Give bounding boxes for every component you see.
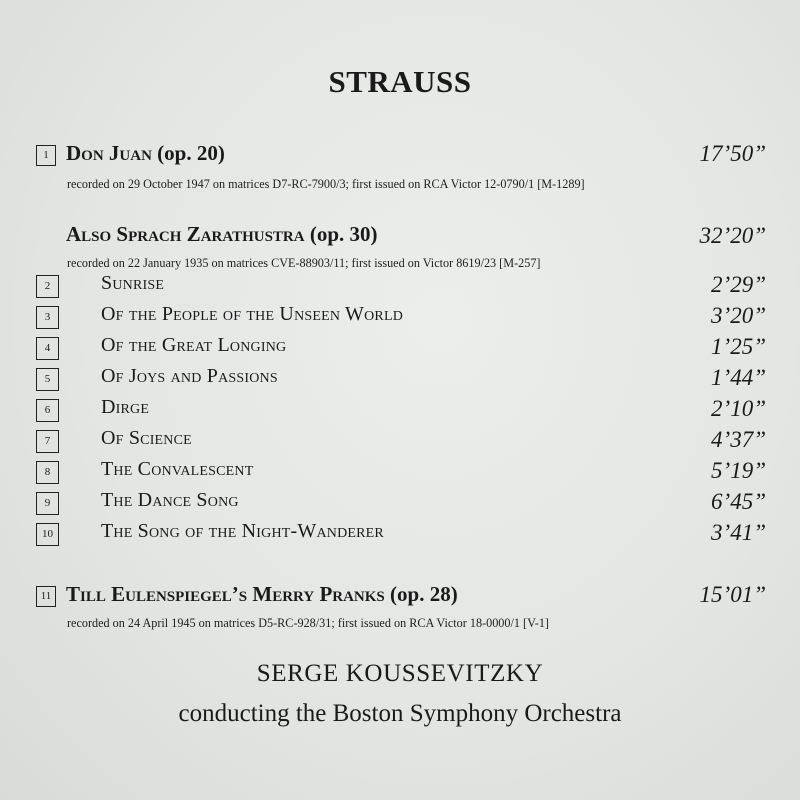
track-number-box: 2 bbox=[36, 275, 59, 298]
track-number-box: 10 bbox=[36, 523, 59, 546]
track-number-box: 7 bbox=[36, 430, 59, 453]
movement-row bbox=[36, 272, 766, 300]
work-title bbox=[66, 141, 225, 166]
movement-title: The Convalescent bbox=[101, 458, 254, 480]
work-title bbox=[66, 582, 458, 607]
opus-number: (op. 20) bbox=[157, 141, 225, 165]
movement-row bbox=[36, 303, 766, 331]
movement-row bbox=[36, 520, 766, 548]
movement-title: The Dance Song bbox=[101, 489, 239, 511]
track-duration: 15’01” bbox=[699, 582, 766, 607]
work-title-text: Also Sprach Zarathustra bbox=[66, 222, 305, 246]
recording-note: recorded on 24 April 1945 on matrices D5-RC-928/31; first issued on RCA Victor 18-0000/1 [V-1] bbox=[67, 616, 549, 630]
movement-title: Sunrise bbox=[101, 272, 165, 294]
track-number-box: 3 bbox=[36, 306, 59, 329]
track-number-box: 4 bbox=[36, 337, 59, 360]
movement-title: The Song of the Night-Wanderer bbox=[101, 520, 384, 542]
movement-row bbox=[36, 427, 766, 455]
work-duration: 32’20” bbox=[699, 223, 766, 248]
track-number-box: 11 bbox=[36, 586, 56, 607]
movement-row bbox=[36, 489, 766, 517]
opus-number: (op. 28) bbox=[390, 582, 458, 606]
recording-note: recorded on 22 January 1935 on matrices CVE-88903/11; first issued on Victor 8619/23 [M-257] bbox=[67, 256, 541, 270]
movement-row bbox=[36, 365, 766, 393]
track-number-box: 5 bbox=[36, 368, 59, 391]
track-duration: 1’25” bbox=[711, 334, 766, 359]
recording-note: recorded on 29 October 1947 on matrices D7-RC-7900/3; first issued on RCA Victor 12-0790/1 [M-1289] bbox=[67, 177, 585, 191]
movement-row bbox=[36, 396, 766, 424]
orchestra-credit: conducting the Boston Symphony Orchestra bbox=[178, 700, 622, 727]
track-number-box: 8 bbox=[36, 461, 59, 484]
movement-title: Of the People of the Unseen World bbox=[101, 303, 404, 325]
track-number-box: 9 bbox=[36, 492, 59, 515]
movement-row bbox=[36, 334, 766, 362]
opus-number: (op. 30) bbox=[309, 222, 378, 246]
track-duration: 5’19” bbox=[711, 458, 766, 483]
track-number-box: 1 bbox=[36, 145, 56, 166]
track-duration: 1’44” bbox=[711, 365, 766, 390]
track-row-till-eulenspiegel bbox=[36, 582, 766, 610]
track-duration: 2’10” bbox=[711, 396, 766, 421]
track-duration: 6’45” bbox=[711, 489, 766, 514]
movement-title: Of Joys and Passions bbox=[101, 365, 278, 387]
track-duration: 17’50” bbox=[699, 141, 766, 166]
composer-heading: STRAUSS bbox=[328, 64, 472, 99]
track-row-don-juan bbox=[36, 141, 766, 169]
movement-row bbox=[36, 458, 766, 486]
movement-title: Of the Great Longing bbox=[101, 334, 287, 356]
movement-title: Of Science bbox=[101, 427, 192, 449]
track-duration: 4’37” bbox=[711, 427, 766, 452]
track-duration: 2’29” bbox=[711, 272, 766, 297]
track-duration: 3’41” bbox=[711, 520, 766, 545]
work-title-zarathustra bbox=[66, 222, 378, 247]
track-duration: 3’20” bbox=[711, 303, 766, 328]
movement-title: Dirge bbox=[101, 396, 150, 418]
conductor-name: SERGE KOUSSEVITZKY bbox=[256, 660, 544, 687]
work-title-text: Till Eulenspiegel’s Merry Pranks bbox=[66, 582, 385, 606]
track-number-box: 6 bbox=[36, 399, 59, 422]
work-title-text: Don Juan bbox=[66, 141, 152, 165]
